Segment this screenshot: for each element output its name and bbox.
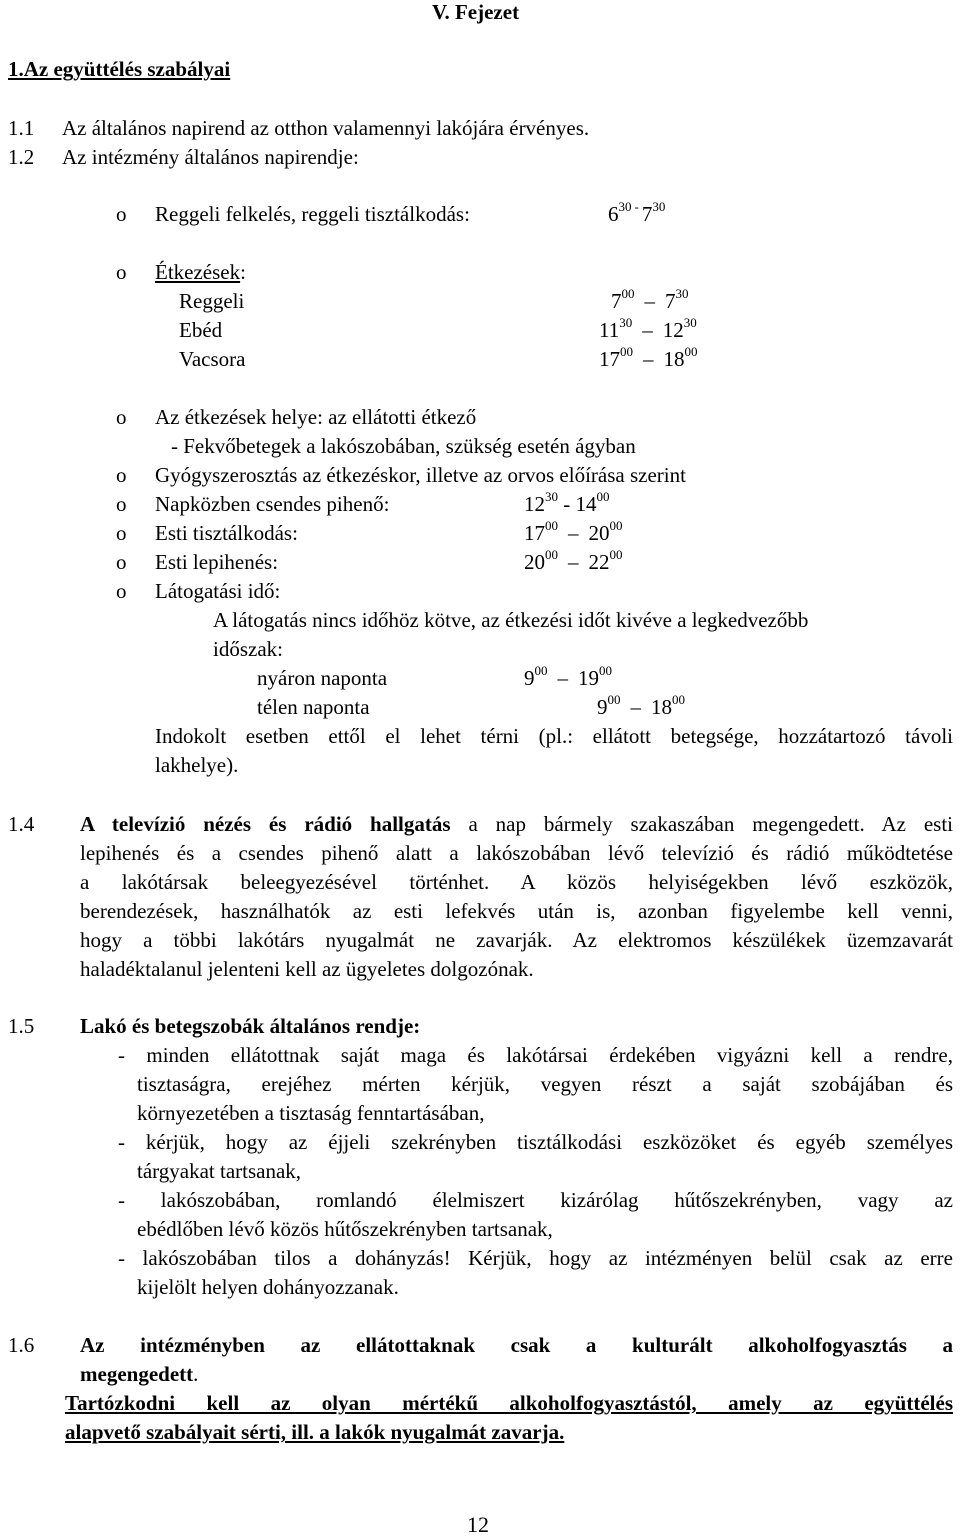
medicine-text: Gyógyszerosztás az étkezéskor, illetve az orvos előírása szerint: [155, 463, 686, 487]
s16-bold-line2: megengedett.: [80, 1362, 199, 1386]
s15-item: [118, 1244, 953, 1302]
s15-item-line: tárgyakat tartsanak,: [137, 1159, 302, 1183]
meal-time: $17^{00} - 18^{00}$: [599, 344, 698, 371]
wash-time: $17^{00} - 20^{00}$: [524, 518, 623, 545]
s15-item-line: - minden ellátottnak saját maga és lakótársai érdekében vigyázni kell a rendre,: [118, 1043, 953, 1067]
bullet: o: [116, 521, 127, 545]
rest-time: $12^{30} - 14^{00}$: [524, 489, 610, 516]
s15-title: Lakó és betegszobák általános rendje:: [80, 1014, 421, 1038]
visit-exception-line2: lakhelye).: [155, 753, 239, 777]
meal-time: $7^{00} - 7^{30}$: [611, 286, 689, 313]
visit-desc-line2: időszak:: [213, 637, 283, 661]
s15-item-line: környezetében a tisztaság fenntartásában,: [137, 1101, 485, 1125]
bullet: o: [116, 202, 127, 226]
visit-exception-line1: Indokolt esetben ettől el lehet térni (pl.: ellátott betegsége, hozzátartozó távoli: [155, 724, 953, 748]
bullet: o: [116, 405, 127, 429]
s14-line: A televízió nézés és rádió hallgatás a nap bármely szakaszában megengedett. Az esti: [80, 812, 954, 836]
visit-summer-time: $9^{00} - 19^{00}$: [524, 663, 612, 690]
rest-label: Napközben csendes pihenő:: [155, 492, 390, 516]
s15-item-line: tisztaságra, erejéhez mérten kérjük, vegyen részt a saját szobájában és: [137, 1072, 953, 1096]
bullet: o: [116, 550, 127, 574]
s15-item-line: - lakószobában, romlandó élelmiszert kizárólag hűtőszekrényben, vagy az: [118, 1188, 953, 1212]
visit-winter-time: $9^{00} - 18^{00}$: [597, 692, 685, 719]
bullet: o: [116, 260, 127, 284]
visit-label: Látogatási idő:: [155, 579, 281, 603]
meal-time: $11^{30} - 12^{30}$: [599, 315, 697, 342]
s11-text: Az általános napirend az otthon valamennyi lakójára érvényes.: [62, 116, 590, 140]
s16-underlined-paragraph: [65, 1389, 953, 1447]
meal-label: Ebéd: [179, 318, 223, 342]
visit-winter-label: télen naponta: [257, 695, 370, 719]
s16-underline-line1: Tartózkodni kell az olyan mértékű alkoholfogyasztástól, amely az együttélés: [65, 1391, 953, 1415]
section-title: 1.Az együttélés szabályai: [8, 57, 231, 81]
s14-line: lepihenés és a csendes pihenő alatt a lakószobában lévő televízió és rádió működtetése: [80, 841, 953, 865]
bullet: o: [116, 492, 127, 516]
s16-underline-line2: alapvető szabályait sérti, ill. a lakók nyugalmát zavarja.: [65, 1420, 565, 1444]
bullet: o: [116, 579, 127, 603]
wash-label: Esti tisztálkodás:: [155, 521, 298, 545]
s12-number: 1.2: [8, 145, 35, 169]
s15-item: [118, 1128, 953, 1186]
meal-label: Vacsora: [179, 347, 246, 371]
s14-line: a lakótársak beleegyezésével történhet. A közös helyiségekben lévő eszközök,: [80, 870, 953, 894]
s16-bold-line1: Az intézményben az ellátottaknak csak a kulturált alkoholfogyasztás a: [80, 1333, 953, 1357]
wake-label: Reggeli felkelés, reggeli tisztálkodás:: [155, 202, 470, 226]
s16-bold-paragraph: [80, 1331, 953, 1389]
place-sub: - Fekvőbetegek a lakószobában, szükség esetén ágyban: [171, 434, 636, 458]
s12-text: Az intézmény általános napirendje:: [62, 145, 359, 169]
s14-line: berendezések, használhatók az esti lefekvés után is, azonban figyelembe kell venni,: [80, 899, 953, 923]
s14-number: 1.4: [8, 812, 35, 836]
s15-item-line: - kérjük, hogy az éjjeli szekrényben tisztálkodási eszközöket és egyéb személyes: [118, 1130, 953, 1154]
page-number: 12: [467, 1512, 489, 1537]
sleep-label: Esti lepihenés:: [155, 550, 279, 574]
s15-number: 1.5: [8, 1014, 35, 1038]
place-label: Az étkezések helye: az ellátotti étkező: [155, 405, 477, 429]
meals-title: Étkezések:: [155, 260, 246, 284]
s14-line: hogy a többi lakótárs nyugalmát ne zavarják. Az elektromos készülékek üzemzavarát: [80, 928, 953, 952]
s14-paragraph: [80, 810, 953, 984]
s15-item-line: kijelölt helyen dohányozzanak.: [137, 1275, 399, 1299]
s11-number: 1.1: [8, 116, 35, 140]
visit-summer-label: nyáron naponta: [257, 666, 388, 690]
visit-exception: [155, 722, 953, 780]
s15-item-line: - lakószobában tilos a dohányzás! Kérjük, hogy az intézményen belül csak az erre: [118, 1246, 953, 1270]
bullet: o: [116, 463, 127, 487]
s15-item-line: ebédlőben lévő közös hűtőszekrényben tartsanak,: [137, 1217, 553, 1241]
sleep-time: $20^{00} - 22^{00}$: [524, 547, 623, 574]
s15-item: [118, 1041, 953, 1128]
s14-line: haladéktalanul jelenteni kell az ügyeletes dolgozónak.: [80, 957, 534, 981]
s15-item: [118, 1186, 953, 1244]
chapter-heading: V. Fejezet: [432, 0, 520, 24]
wake-time: $6^{30}$ - $7^{30}$: [608, 199, 666, 226]
s16-number: 1.6: [8, 1333, 35, 1357]
meal-label: Reggeli: [179, 289, 245, 313]
visit-desc-line1: A látogatás nincs időhöz kötve, az étkezési időt kivéve a legkedvezőbb: [213, 608, 809, 632]
